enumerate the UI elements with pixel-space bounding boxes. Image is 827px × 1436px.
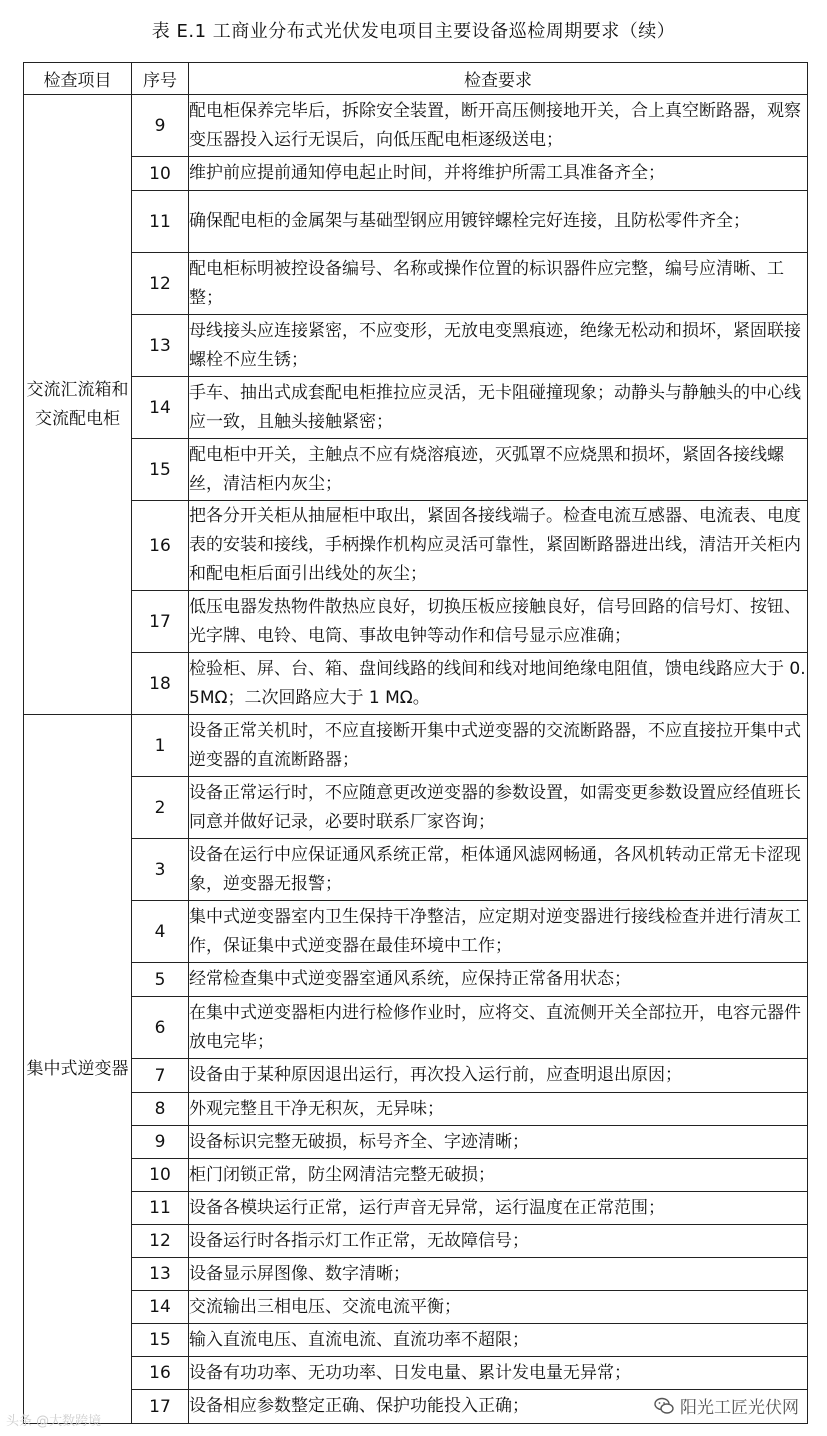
serial-number-cell: 15	[132, 439, 189, 501]
table-row	[24, 501, 808, 591]
table-row	[24, 591, 808, 653]
table-row	[24, 1258, 808, 1291]
table-row	[24, 715, 808, 777]
table-row	[24, 439, 808, 501]
table-row	[24, 1159, 808, 1192]
table-row	[24, 1225, 808, 1258]
table-row	[24, 315, 808, 377]
table-row	[24, 1059, 808, 1093]
requirement-cell: 设备正常关机时，不应直接断开集中式逆变器的交流断路器，不应直接拉开集中式逆变器的直流断路器；	[189, 715, 808, 777]
serial-number-cell: 17	[132, 591, 189, 653]
serial-number-cell: 15	[132, 1324, 189, 1357]
serial-number-cell: 10	[132, 1159, 189, 1192]
table-row	[24, 963, 808, 997]
watermark-left: 头条 @大数跨境	[6, 1414, 102, 1429]
table-row	[24, 839, 808, 901]
serial-number-cell: 12	[132, 253, 189, 315]
serial-number-cell: 16	[132, 1357, 189, 1390]
requirement-cell: 配电柜中开关，主触点不应有烧溶痕迹，灭弧罩不应烧黑和损坏，紧固各接线螺丝，清洁柜内灰尘；	[189, 439, 808, 501]
serial-number-cell: 5	[132, 963, 189, 997]
serial-number-cell: 9	[132, 95, 189, 157]
serial-number-cell: 11	[132, 191, 189, 253]
serial-number-cell: 3	[132, 839, 189, 901]
table-row	[24, 1192, 808, 1225]
serial-number-cell: 12	[132, 1225, 189, 1258]
serial-number-cell: 2	[132, 777, 189, 839]
requirement-cell: 设备相应参数整定正确、保护功能投入正确；	[189, 1390, 808, 1424]
table-row	[24, 157, 808, 191]
requirement-cell: 交流输出三相电压、交流电流平衡；	[189, 1291, 808, 1324]
requirement-cell: 确保配电柜的金属架与基础型钢应用镀锌螺栓完好连接，且防松零件齐全；	[189, 191, 808, 253]
requirement-cell: 设备正常运行时，不应随意更改逆变器的参数设置，如需变更参数设置应经值班长同意并做好记录，必要时联系厂家咨询；	[189, 777, 808, 839]
table-header-row	[24, 63, 808, 95]
requirement-cell: 维护前应提前通知停电起止时间，并将维护所需工具准备齐全；	[189, 157, 808, 191]
requirement-cell: 设备标识完整无破损，标号齐全、字迹清晰；	[189, 1126, 808, 1159]
watermark-right	[650, 1393, 803, 1418]
category-cell: 交流汇流箱和交流配电柜	[24, 95, 132, 715]
requirement-cell: 柜门闭锁正常，防尘网清洁完整无破损；	[189, 1159, 808, 1192]
requirement-cell: 检验柜、屏、台、箱、盘间线路的线间和线对地间绝缘电阻值，馈电线路应大于 0.5MΩ；二次回路应大于 1 MΩ。	[189, 653, 808, 715]
serial-number-cell: 10	[132, 157, 189, 191]
table-row	[24, 1126, 808, 1159]
serial-number-cell: 14	[132, 1291, 189, 1324]
requirement-cell: 集中式逆变器室内卫生保持干净整洁，应定期对逆变器进行接线检查并进行清灰工作，保证集中式逆变器在最佳环境中工作；	[189, 901, 808, 963]
table-row	[24, 191, 808, 253]
table-row	[24, 997, 808, 1059]
requirement-cell: 把各分开关柜从抽屉柜中取出，紧固各接线端子。检查电流互感器、电流表、电度表的安装和接线，手柄操作机构应灵活可靠性，紧固断路器进出线，清洁开关柜内和配电柜后面引出线处的灰尘；	[189, 501, 808, 591]
requirement-cell: 设备由于某种原因退出运行，再次投入运行前，应查明退出原因；	[189, 1059, 808, 1093]
serial-number-cell: 6	[132, 997, 189, 1059]
requirement-cell: 输入直流电压、直流电流、直流功率不超限；	[189, 1324, 808, 1357]
table-row	[24, 901, 808, 963]
requirement-cell: 设备各模块运行正常，运行声音无异常，运行温度在正常范围；	[189, 1192, 808, 1225]
requirement-cell: 外观完整且干净无积灰，无异味；	[189, 1093, 808, 1126]
requirement-cell: 设备在运行中应保证通风系统正常，柜体通风滤网畅通，各风机转动正常无卡涩现象，逆变器无报警；	[189, 839, 808, 901]
requirement-cell: 低压电器发热物件散热应良好，切换压板应接触良好，信号回路的信号灯、按钮、光字牌、电铃、电筒、事故电钟等动作和信号显示应准确；	[189, 591, 808, 653]
table-row	[24, 1357, 808, 1390]
table-row	[24, 1291, 808, 1324]
table-row	[24, 777, 808, 839]
serial-number-cell: 17	[132, 1390, 189, 1424]
inspection-table	[23, 62, 808, 1424]
serial-number-cell: 18	[132, 653, 189, 715]
requirement-cell: 设备有功功率、无功功率、日发电量、累计发电量无异常；	[189, 1357, 808, 1390]
serial-number-cell: 7	[132, 1059, 189, 1093]
table-row	[24, 95, 808, 157]
wechat-icon	[654, 1397, 674, 1415]
table-title: 表 E.1 工商业分布式光伏发电项目主要设备巡检周期要求（续）	[151, 21, 676, 42]
serial-number-cell: 4	[132, 901, 189, 963]
requirement-cell: 母线接头应连接紧密，不应变形，无放电变黑痕迹，绝缘无松动和损坏，紧固联接螺栓不应生锈；	[189, 315, 808, 377]
watermark-right-text: 阳光工匠光伏网	[680, 1398, 799, 1418]
serial-number-cell: 16	[132, 501, 189, 591]
serial-number-cell: 14	[132, 377, 189, 439]
requirement-cell: 手车、抽出式成套配电柜推拉应灵活，无卡阻碰撞现象；动静头与静触头的中心线应一致，且触头接触紧密；	[189, 377, 808, 439]
table-row	[24, 653, 808, 715]
category-cell: 集中式逆变器	[24, 715, 132, 1424]
table-row	[24, 253, 808, 315]
serial-number-cell: 9	[132, 1126, 189, 1159]
header-serial-number: 序号	[132, 63, 189, 95]
serial-number-cell: 1	[132, 715, 189, 777]
table-row	[24, 1093, 808, 1126]
table-row	[24, 1324, 808, 1357]
requirement-cell: 设备运行时各指示灯工作正常，无故障信号；	[189, 1225, 808, 1258]
requirement-cell: 配电柜标明被控设备编号、名称或操作位置的标识器件应完整，编号应清晰、工整；	[189, 253, 808, 315]
serial-number-cell: 11	[132, 1192, 189, 1225]
serial-number-cell: 13	[132, 315, 189, 377]
header-inspection-item: 检查项目	[24, 63, 132, 95]
requirement-cell: 配电柜保养完毕后，拆除安全装置，断开高压侧接地开关，合上真空断路器，观察变压器投入运行无误后，向低压配电柜逐级送电；	[189, 95, 808, 157]
requirement-cell: 设备显示屏图像、数字清晰；	[189, 1258, 808, 1291]
serial-number-cell: 8	[132, 1093, 189, 1126]
serial-number-cell: 13	[132, 1258, 189, 1291]
requirement-cell: 经常检查集中式逆变器室通风系统，应保持正常备用状态；	[189, 963, 808, 997]
requirement-cell: 在集中式逆变器柜内进行检修作业时，应将交、直流侧开关全部拉开，电容元器件放电完毕；	[189, 997, 808, 1059]
header-inspection-requirement: 检查要求	[189, 63, 808, 95]
table-row	[24, 377, 808, 439]
